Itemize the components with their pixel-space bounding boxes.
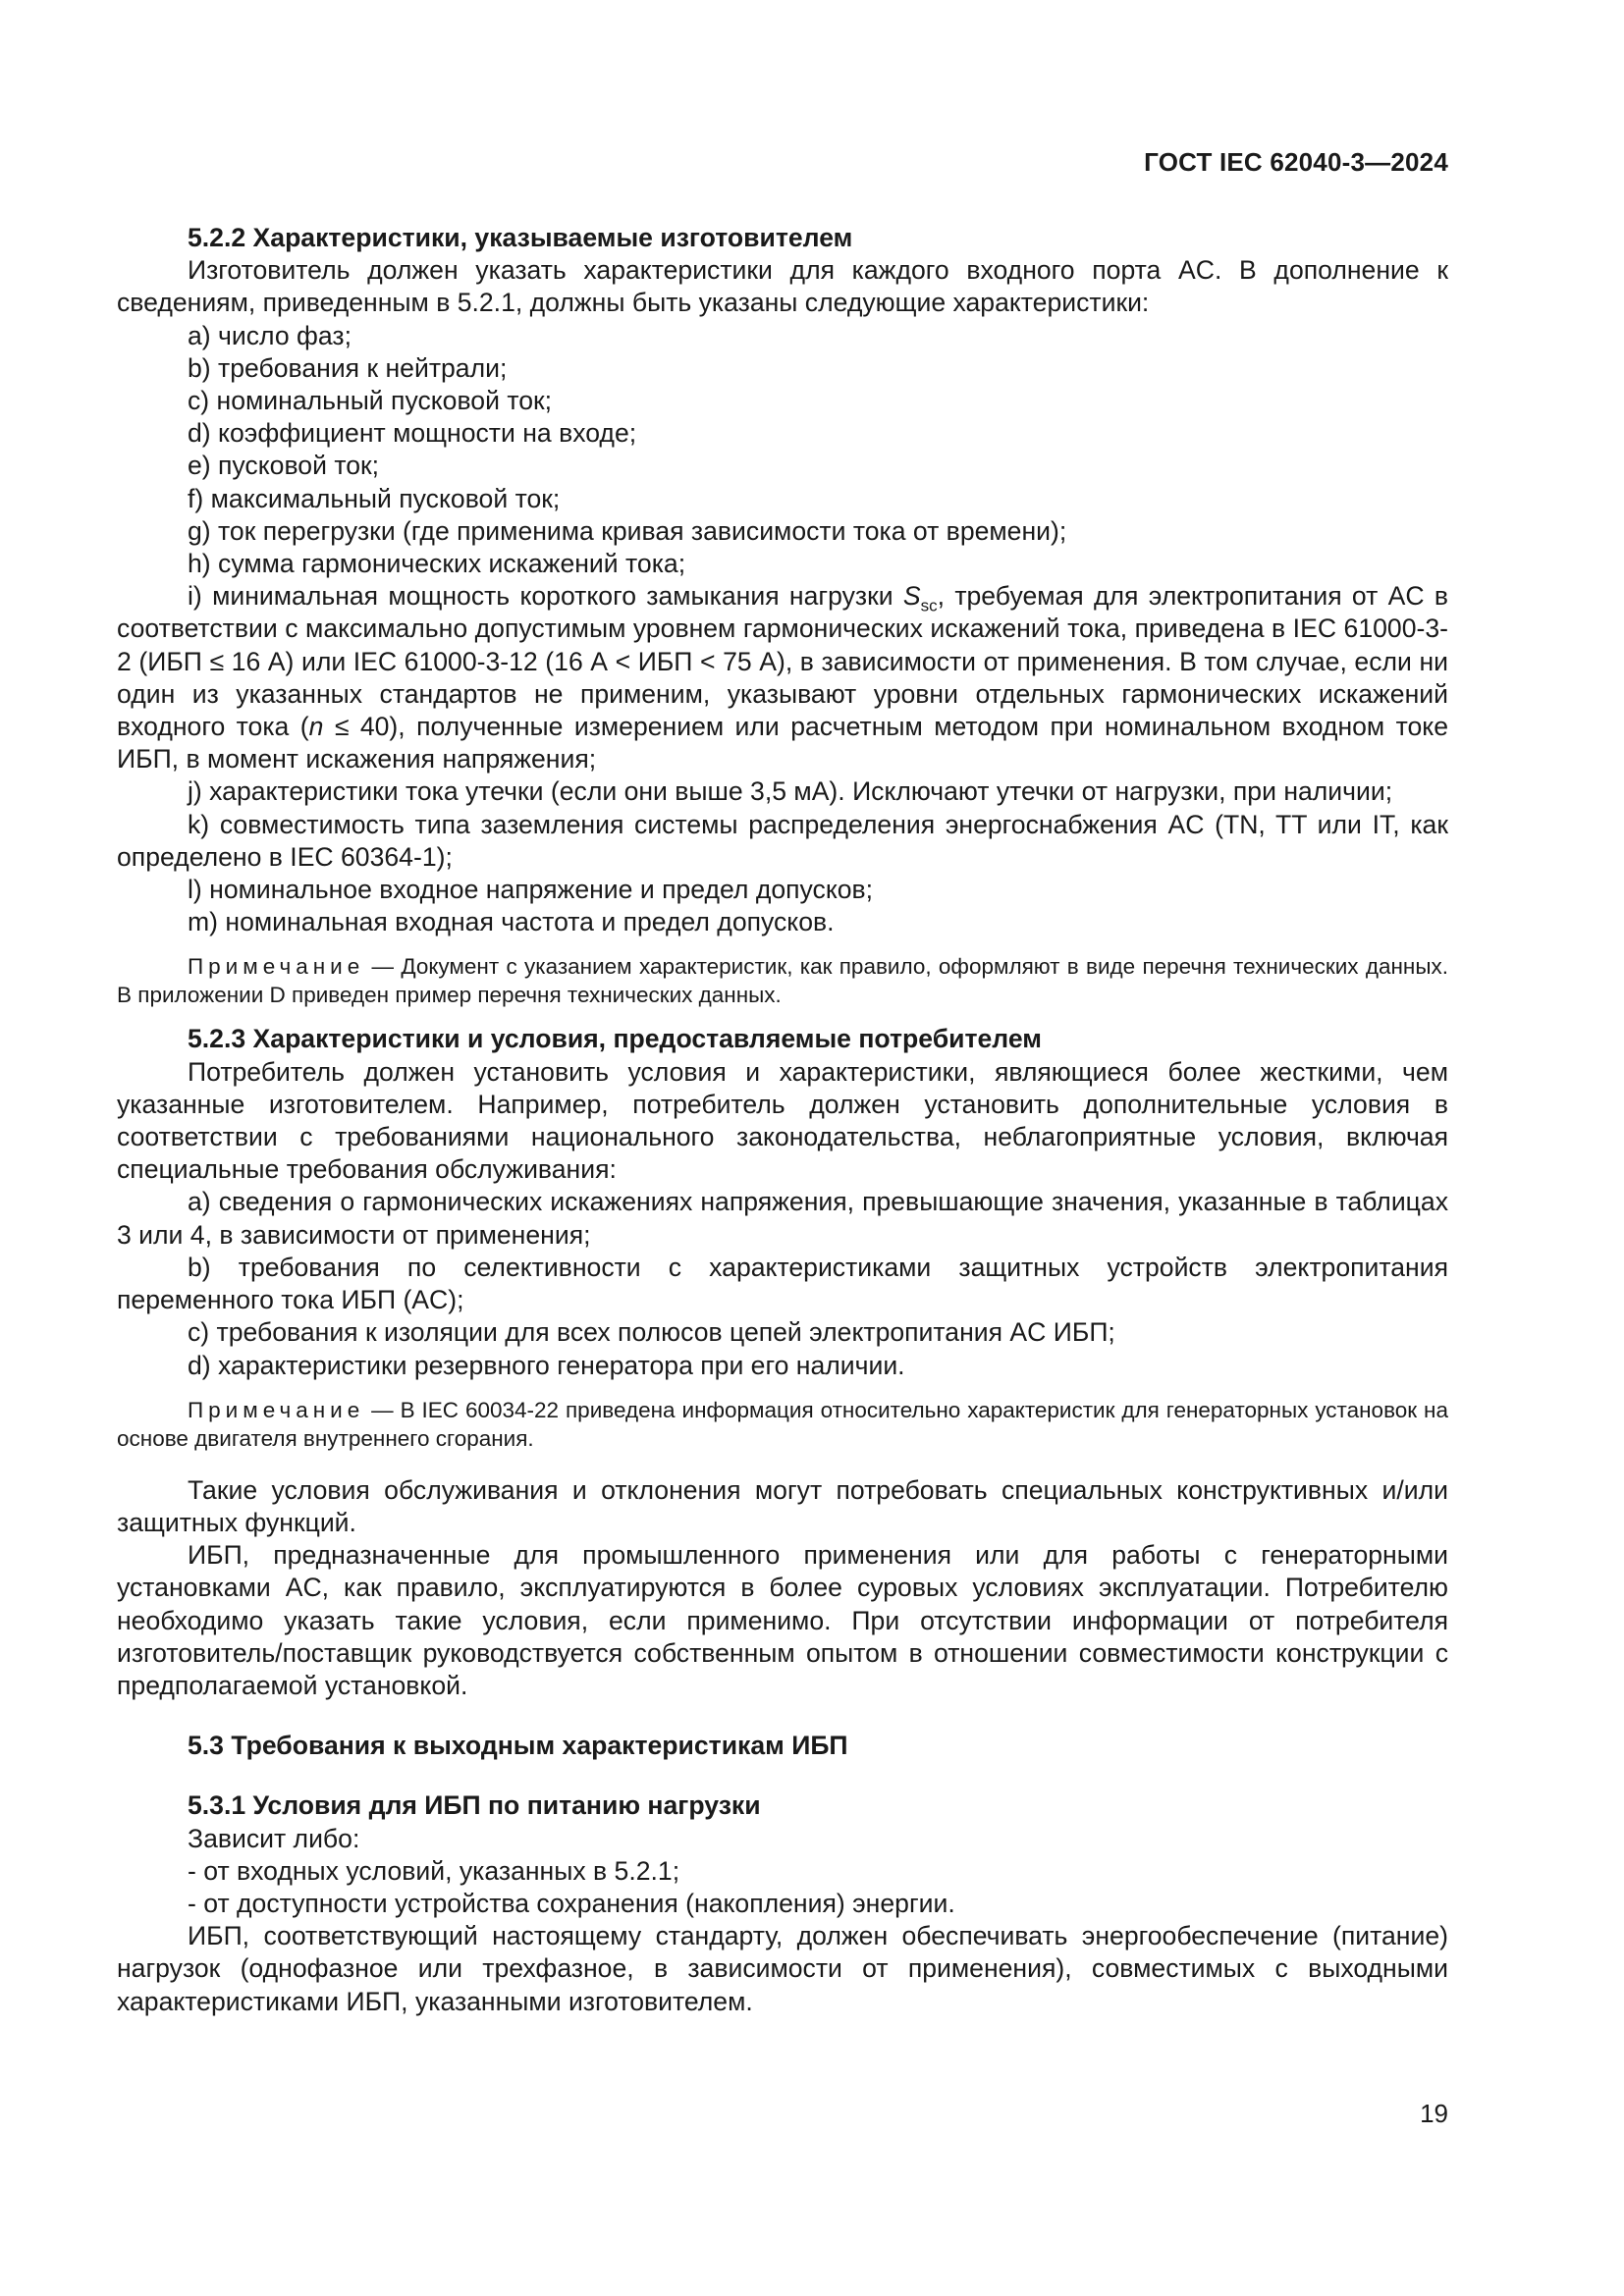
- document-body: [117, 222, 1448, 2018]
- page-number: 19: [1420, 2099, 1448, 2128]
- list-item: j) характеристики тока утечки (если они выше 3,5 мА). Исключают утечки от нагрузки, при наличии;: [188, 776, 1393, 807]
- list-item: [117, 580, 1448, 775]
- text-span: , требуемая для электропитания от AC в соответствии с максимально допустимым уровнем гармонических искажений тока, приведена в IEC 61000-3-2 (ИБП ≤ 16 А) или IEC 61000-3-12 (16 А < ИБП < 75 А), в зависимости от применения. В том случае, если ни один из указанных стандартов не применим, указывают уровни отдельных гармонических искажений входного тока (: [117, 581, 1448, 742]
- paragraph: Изготовитель должен указать характеристики для каждого входного порта AC. В дополнение к сведениям, приведенным в 5.2.1, должны быть указаны следующие характеристики:: [117, 255, 1448, 318]
- list-item: a) сведения о гармонических искажениях напряжения, превышающие значения, указанные в таблицах 3 или 4, в зависимости от применения;: [117, 1187, 1448, 1250]
- note-text: — В IEC 60034-22 приведена информация относительно характеристик для генераторных установок на основе двигателя внутреннего сгорания.: [117, 1397, 1448, 1451]
- list-item: k) совместимость типа заземления системы распределения энергоснабжения AC (TN, TT или IT, как определено в IEC 60364-1);: [117, 809, 1448, 872]
- text-span: i) минимальная мощность короткого замыкания нагрузки: [188, 581, 903, 612]
- list-item: d) характеристики резервного генератора при его наличии.: [188, 1350, 905, 1380]
- note-label: Примечание: [188, 954, 365, 980]
- note-label: Примечание: [188, 1397, 365, 1422]
- symbol-s: S: [902, 581, 921, 612]
- paragraph: Такие условия обслуживания и отклонения могут потребовать специальных конструктивных и/или защитных функций.: [117, 1474, 1448, 1537]
- list-item: e) пусковой ток;: [188, 451, 380, 481]
- text-span: ≤ 40), полученные измерением или расчетным методом при номинальном входном токе ИБП, в момент искажения напряжения;: [117, 712, 1449, 774]
- list-item: l) номинальное входное напряжение и предел допусков;: [188, 875, 874, 905]
- paragraph: Зависит либо:: [188, 1823, 360, 1853]
- paragraph: Потребитель должен установить условия и характеристики, являющиеся более жесткими, чем указанные изготовителем. Например, потребитель должен установить дополнительные условия в соответствии с требованиями национального законодательства, неблагоприятные условия, включая специальные требования обслуживания:: [117, 1056, 1448, 1185]
- subscript-sc: sc: [920, 596, 938, 615]
- section-heading-5-3: 5.3 Требования к выходным характеристикам ИБП: [188, 1731, 848, 1761]
- document-id-header: ГОСТ IEC 62040-3—2024: [1144, 147, 1448, 177]
- list-item: f) максимальный пусковой ток;: [188, 483, 561, 513]
- list-item: a) число фаз;: [188, 320, 352, 350]
- list-item: c) номинальный пусковой ток;: [188, 386, 553, 416]
- note: [117, 1396, 1448, 1453]
- list-item: h) сумма гармонических искажений тока;: [188, 549, 686, 579]
- list-item: - от входных условий, указанных в 5.2.1;: [188, 1855, 680, 1886]
- list-item: d) коэффициент мощности на входе;: [188, 418, 637, 449]
- list-item: g) ток перегрузки (где применима кривая зависимости тока от времени);: [188, 515, 1067, 546]
- list-item: b) требования к нейтрали;: [188, 352, 508, 383]
- section-heading-5-2-3: 5.2.3 Характеристики и условия, предоставляемые потребителем: [188, 1024, 1042, 1054]
- list-item: m) номинальная входная частота и предел допусков.: [188, 907, 835, 937]
- list-item: b) требования по селективности с характеристиками защитных устройств электропитания переменного тока ИБП (AC);: [117, 1252, 1448, 1315]
- section-heading-5-3-1: 5.3.1 Условия для ИБП по питанию нагрузки: [188, 1790, 761, 1821]
- note: [117, 952, 1448, 1009]
- section-heading-5-2-2: 5.2.2 Характеристики, указываемые изготовителем: [188, 223, 853, 252]
- symbol-n: n: [308, 712, 324, 742]
- note-text: — Документ с указанием характеристик, как правило, оформляют в виде перечня технических данных. В приложении D приведен пример перечня технических данных.: [117, 954, 1448, 1008]
- paragraph: ИБП, соответствующий настоящему стандарту, должен обеспечивать энергообеспечение (питание) нагрузок (однофазное или трехфазное, в зависимости от применения), совместимых с выходными характеристиками ИБП, указанными изготовителем.: [117, 1921, 1448, 2016]
- list-item: - от доступности устройства сохранения (накопления) энергии.: [188, 1888, 955, 1918]
- paragraph: ИБП, предназначенные для промышленного применения или для работы с генераторными установками AC, как правило, эксплуатируются в более суровых условиях эксплуатации. Потребителю необходимо указать такие условия, если применимо. При отсутствии информации от потребителя изготовитель/поставщик руководствуется собственным опытом в отношении совместимости конструкции с предполагаемой установкой.: [117, 1540, 1448, 1700]
- list-item: c) требования к изоляции для всех полюсов цепей электропитания AC ИБП;: [188, 1317, 1115, 1348]
